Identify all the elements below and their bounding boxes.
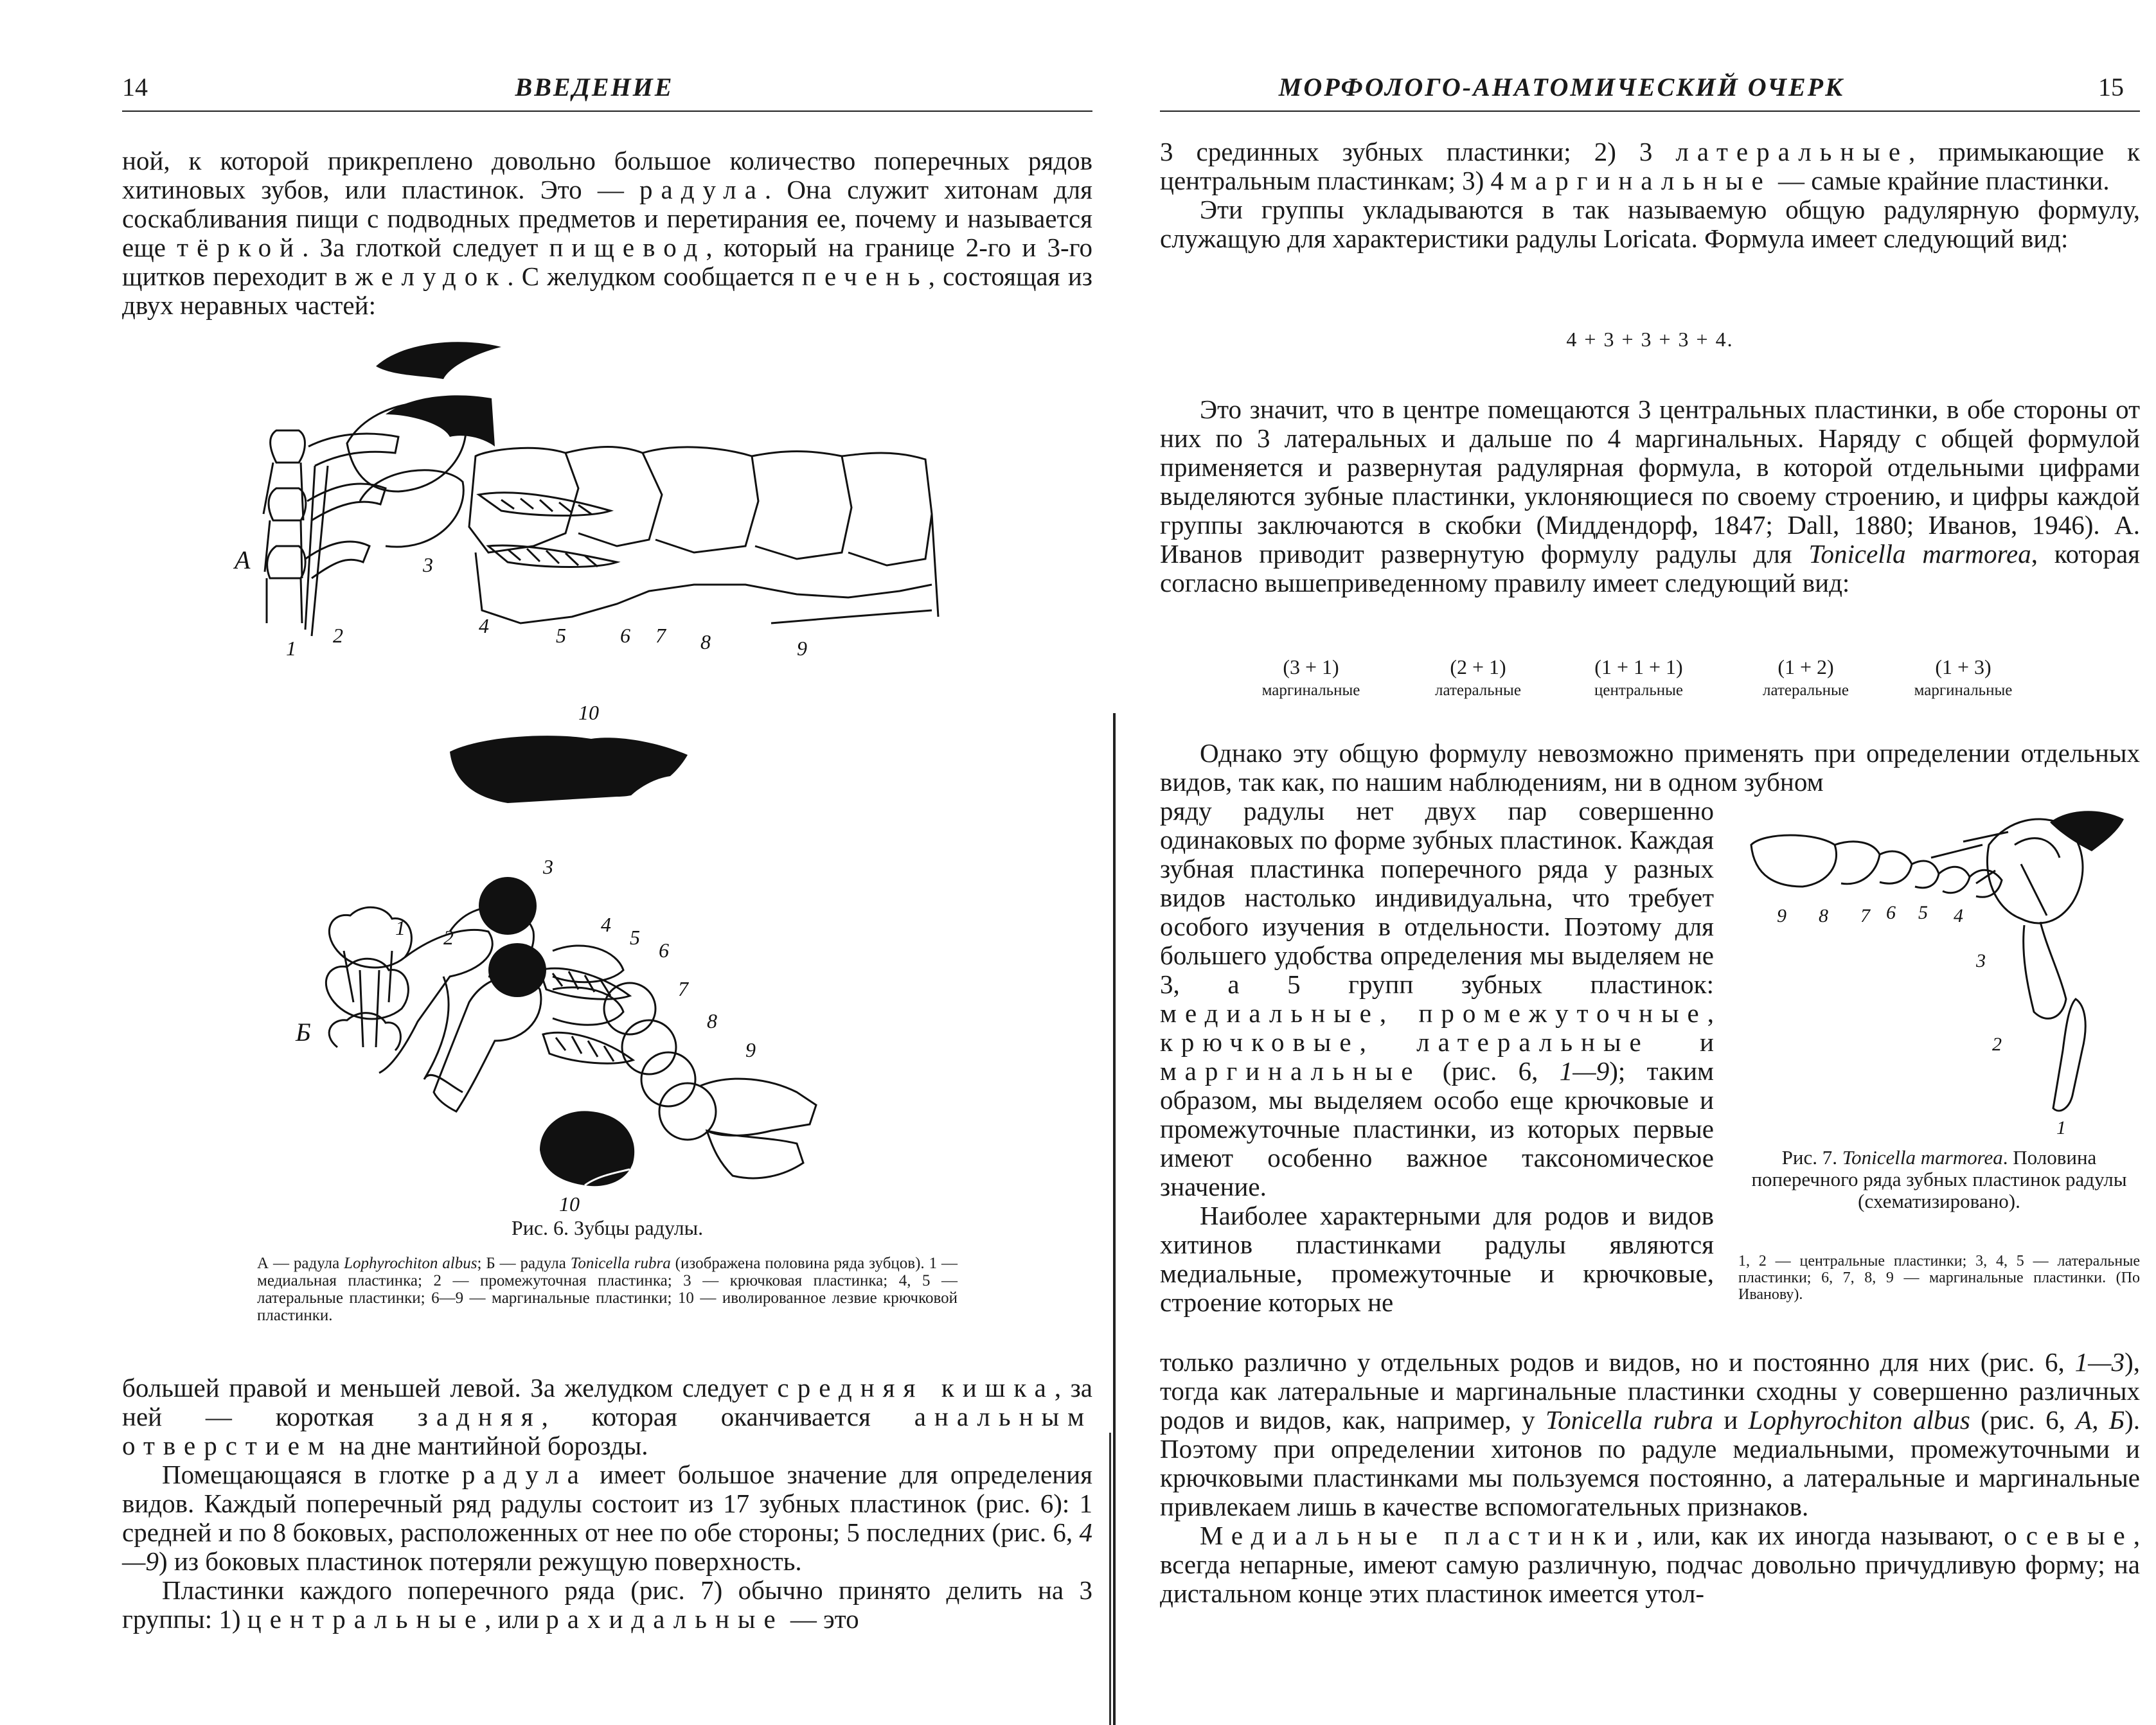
right-para5-full: только различно у отдельных родов и видов, но и постоянно для них (рис. 6, 1—3), тогда как латеральные и маргинальные пластинки сходны у совершенно различных родов и видов, как, например, у Tonicella rubra и Lophyrochiton albus (рис. 6, А, Б). Поэтому при определении хитонов по радуле медиальными, промежуточными и крючковыми пластинками мы пользуемся постоянно, а латеральные и маргинальные привлекаем лишь в качестве вспомогательных признаков. Медиальные пластинки, или, как их иногда называют, осевые, всегда непарные, имеют самую различную, подчас довольно причудливую форму; на дистальном конце этих пластинок имеется утол-	[1160, 1347, 2140, 1608]
svg-text:9: 9	[797, 637, 807, 660]
svg-text:7: 7	[678, 977, 688, 1000]
fig6a-hook-tip-2	[386, 395, 495, 447]
gutter-line	[1113, 713, 1116, 1725]
svg-text:4: 4	[601, 913, 611, 936]
right-mid-text: Это значит, что в центре помещаются 3 центральных пластинки, в обе стороны от них по 3 латеральных и дальше по 4 маргинальных. Наряду с общей формулой применяется и развернутая радулярная формула, в которой отдельными цифрами выделяются зубные пластинки, уклоняющиеся по своему строению, и цифры каждой группы заключаются в скобки (Миддендорф, 1847; Dall, 1880; Иванов, 1946). А. Иванов приводит развернутую формулу радулы для Tonicella marmorea, которая согласно вышеприведенному правилу имеет следующий вид:	[1160, 394, 2140, 597]
svg-text:7: 7	[655, 624, 666, 647]
fig6b-marginal-end	[707, 1131, 803, 1178]
page-number-right: 15	[2098, 73, 2124, 102]
general-formula: 4 + 3 + 3 + 3 + 4.	[1566, 328, 1734, 351]
figure6-a-blade	[443, 700, 700, 816]
fig7-plate-9	[1751, 835, 1837, 887]
svg-text:6: 6	[620, 624, 630, 647]
svg-text:5: 5	[1918, 902, 1928, 923]
fig6a-medial-top	[271, 430, 305, 463]
formula-group-4: (1 + 2) латеральные	[1763, 655, 1849, 699]
right-para4-column: ряду радулы нет двух пар совершенно одинаковых по форме зубных пластинок. Каждая зубная пластинка поперечного ряда у разных видов настолько индивидуальна, что требует особого изучения в отдельности. Поэтому для большего удобства определения мы выделяем не 3, а 5 групп зубных пластинок: медиальные, промежуточные, крючковые, латеральные и маргинальные (рис. 6, 1—9); таким образом, мы выделяем особо еще крючковые и промежуточные пластинки, из которых первые имеют особенно важное таксономическое значение. Наиболее характерными для родов и видов хитинов пластинками радулы являются медиальные, промежуточные и крючковые, строение которых не	[1160, 796, 1714, 1317]
fig6b-hook-tip-1	[479, 877, 537, 935]
svg-text:1: 1	[395, 916, 405, 939]
figure6-b-blade	[527, 1105, 655, 1214]
svg-text:8: 8	[1819, 905, 1828, 926]
fig6b-hook-tip-2	[488, 943, 546, 997]
left-bottom-text: большей правой и меньшей левой. За желудком следует средняя кишка, за ней — короткая задняя, которая оканчивается анальным отверстием на дне мантийной борозды. Помещающаяся в глотке радула имеет большое значение для определения видов. Каждый поперечный ряд радулы состоит из 17 зубных пластинок (рис. 6): 1 средней и по 8 боковых, расположенных от нее по обе стороны; 5 последних (рис. 6, 4—9) из боковых пластинок потеряли режущую поверхность. Пластинки каждого поперечного ряда (рис. 7) обычно принято делить на 3 группы: 1) центральные, или рахидальные — это	[122, 1373, 1093, 1634]
svg-text:5: 5	[556, 624, 566, 647]
fig6a-label-A: А	[235, 545, 251, 574]
page-number: 14	[122, 73, 148, 102]
figure7	[1738, 806, 2143, 1140]
svg-text:2: 2	[443, 926, 454, 949]
svg-text:3: 3	[423, 553, 433, 576]
svg-text:8: 8	[700, 630, 711, 653]
svg-text:4: 4	[1954, 905, 1963, 926]
right-page	[1118, 0, 2156, 1725]
running-head-right: МОРФОЛОГО-АНАТОМИЧЕСКИЙ ОЧЕРК	[1278, 73, 1845, 102]
formula-group-2: (2 + 1) латеральные	[1435, 655, 1521, 699]
figure7-legend: 1, 2 — центральные пластинки; 3, 4, 5 — латеральные пластинки; 6, 7, 8, 9 — маргинальные пластинки. (По Иванову).	[1738, 1253, 2140, 1303]
header-rule	[122, 111, 1092, 112]
svg-text:3: 3	[543, 855, 553, 878]
figure6-legend: А — радула Lophyrochiton albus; Б — радула Tonicella rubra (изображена половина ряда зубцов). 1 — медиальная пластинка; 2 — промежуточная пластинка; 3 — крючковая пластинка; 4, 5 — латеральные пластинки; 6—9 — маргинальные пластинки; 10 — иволированное лезвие крючковой пластинки.	[257, 1255, 958, 1324]
formula-group-5: (1 + 3) маргинальные	[1914, 655, 2013, 699]
running-head: ВВЕДЕНИЕ	[515, 73, 674, 102]
svg-text:10: 10	[559, 1192, 580, 1214]
right-top-text: 3 срединных зубных пластинки; 2) 3 латеральные, примыкающие к центральным пластинкам; 3) 4 маргинальные — самые крайние пластинки. Эти группы укладываются в так называемую общую радулярную формулу, служащую для характеристики радулы Loricata. Формула имеет следующий вид:	[1160, 137, 2140, 253]
fig6b-label-B: Б	[296, 1018, 311, 1047]
fig6a-hook-tip-1	[376, 342, 501, 379]
svg-text:5: 5	[630, 926, 640, 949]
svg-text:6: 6	[1886, 902, 1896, 923]
svg-text:6: 6	[659, 939, 669, 962]
svg-text:2: 2	[1992, 1034, 2002, 1055]
svg-text:4: 4	[479, 614, 489, 637]
fig6a-medial-bottom	[267, 546, 305, 578]
svg-text:1: 1	[286, 637, 296, 660]
fig7-hook-tip	[2050, 811, 2124, 851]
svg-text:10: 10	[578, 701, 599, 724]
svg-text:1: 1	[2056, 1117, 2066, 1138]
svg-text:3: 3	[1976, 950, 1986, 971]
fig6a-medial-mid	[269, 488, 306, 520]
figure6-caption: Рис. 6. Зубцы радулы.	[511, 1216, 704, 1239]
svg-text:9: 9	[1777, 905, 1786, 926]
right-para4-full: Однако эту общую формулу невозможно применять при определении отдельных видов, так как, по нашим наблюдениям, ни в одном зубном	[1160, 738, 2140, 797]
left-top-text: ной, к которой прикреплено довольно большое количество поперечных рядов хитиновых зубов, или пластинок. Это — радула. Она служит хитонам для соскабливания пищи с подводных предметов и перетирания ее, почему и называется еще тёркой. За глоткой следует пищевод, который на границе 2-го и 3-го щитков переходит в желудок. С желудком сообщается печень, состоящая из двух неравных частей:	[122, 146, 1093, 320]
header-rule-right	[1160, 111, 2140, 112]
svg-text:7: 7	[1860, 905, 1870, 926]
svg-text:9: 9	[745, 1038, 756, 1061]
formula-group-1: (3 + 1) маргинальные	[1261, 655, 1360, 699]
figure7-caption: Рис. 7. Tonicella marmorea. Половина поперечного ряда зубных пластинок радулы (схематизировано).	[1751, 1146, 2127, 1212]
svg-text:2: 2	[333, 624, 343, 647]
svg-text:8: 8	[707, 1009, 717, 1032]
figure6-a	[231, 341, 990, 700]
formula-group-3: (1 + 1 + 1) центральные	[1594, 655, 1684, 699]
gutter-line-lower	[1109, 1433, 1111, 1725]
